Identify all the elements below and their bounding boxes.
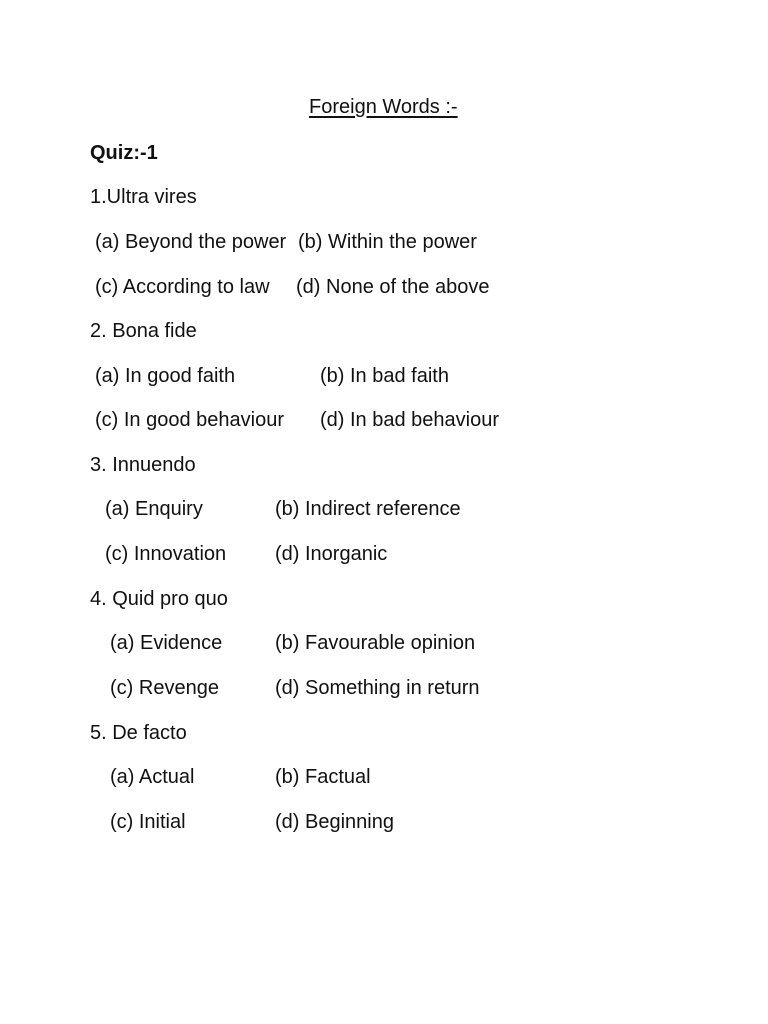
page-title: Foreign Words :-	[309, 96, 458, 118]
question-2-option-a: (a) In good faith	[95, 365, 236, 387]
question-4-option-a: (a) Evidence	[110, 632, 223, 654]
question-4-option-b: (b) Favourable opinion	[275, 632, 476, 654]
question-1-option-c: (c) According to law	[95, 276, 270, 298]
question-5-prompt: 5. De facto	[90, 722, 187, 744]
question-4-prompt: 4. Quid pro quo	[90, 588, 228, 610]
question-2-prompt: 2. Bona fide	[90, 320, 197, 342]
question-3-option-c: (c) Innovation	[105, 543, 227, 565]
question-5-option-b: (b) Factual	[275, 766, 371, 788]
question-3-prompt: 3. Innuendo	[90, 454, 196, 476]
question-2-option-b: (b) In bad faith	[320, 365, 449, 387]
question-1-option-d: (d) None of the above	[296, 276, 490, 298]
question-3-option-a: (a) Enquiry	[105, 498, 203, 520]
question-2-option-d: (d) In bad behaviour	[320, 409, 500, 431]
question-1-prompt: 1.Ultra vires	[90, 186, 197, 208]
question-1-option-b: (b) Within the power	[298, 231, 477, 253]
question-5-option-d: (d) Beginning	[275, 811, 394, 833]
question-5-option-c: (c) Initial	[110, 811, 186, 833]
question-1-option-a: (a) Beyond the power	[95, 231, 287, 253]
quiz-label: Quiz:-1	[90, 142, 158, 164]
question-4-option-d: (d) Something in return	[275, 677, 480, 699]
question-3-option-d: (d) Inorganic	[275, 543, 388, 565]
question-5-option-a: (a) Actual	[110, 766, 195, 788]
question-3-option-b: (b) Indirect reference	[275, 498, 461, 520]
question-2-option-c: (c) In good behaviour	[95, 409, 285, 431]
question-4-option-c: (c) Revenge	[110, 677, 219, 699]
